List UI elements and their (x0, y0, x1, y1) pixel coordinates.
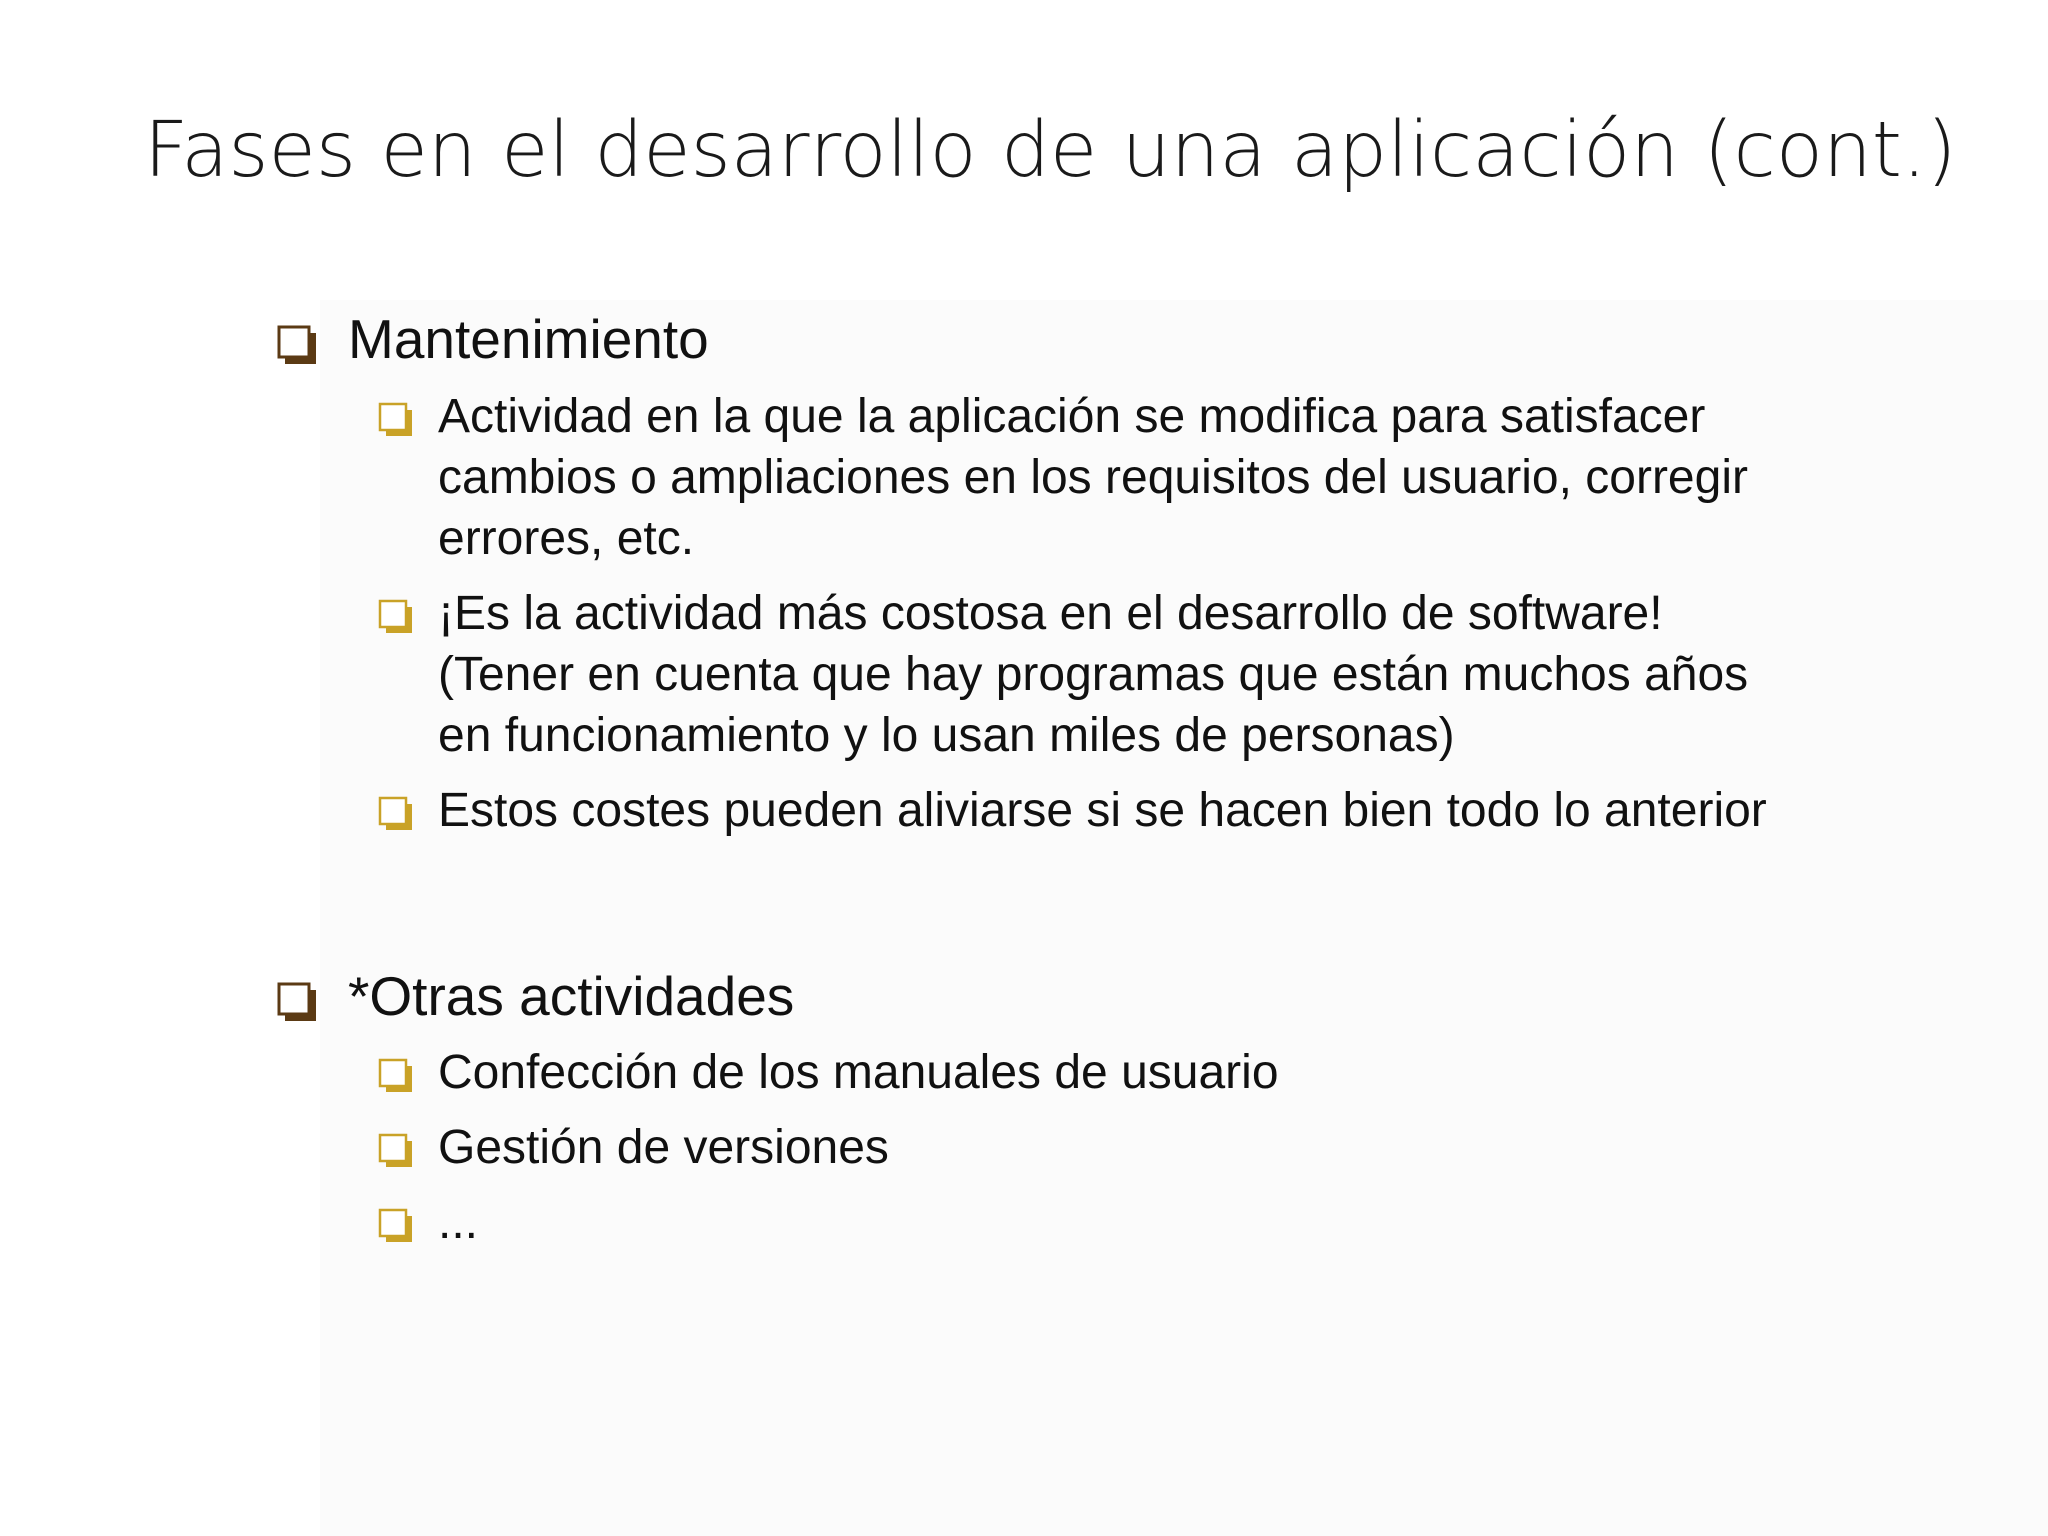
section-heading-text: Mantenimiento (348, 308, 709, 370)
list-item-line: ¡Es la actividad más costosa en el desarrollo de software! (438, 587, 1663, 640)
list-item-line: Actividad en la que la aplicación se modifica para satisfacer (438, 390, 1706, 443)
checkbox-square-icon (378, 1133, 414, 1169)
list-item-line: Gestión de versiones (438, 1121, 889, 1174)
checkbox-square-icon (378, 1058, 414, 1094)
checkbox-square-icon (378, 402, 414, 438)
checkbox-square-icon (378, 599, 414, 635)
checkbox-square-icon (378, 796, 414, 832)
checkbox-square-icon (276, 324, 318, 366)
list-item-text (438, 583, 1878, 766)
checkbox-square-icon (378, 1208, 414, 1244)
list-item-line: Estos costes pueden aliviarse si se hacen bien todo lo anterior (438, 784, 1767, 837)
list-item-line: errores, etc. (438, 512, 695, 565)
list-item-text (438, 386, 1878, 569)
list-item-line: Confección de los manuales de usuario (438, 1046, 1279, 1099)
list-item-line: cambios o ampliaciones en los requisitos del usuario, corregir (438, 451, 1748, 504)
slide-title: Fases en el desarrollo de una aplicación (cont.) (144, 106, 1957, 195)
list-item-line: en funcionamiento y lo usan miles de personas) (438, 709, 1455, 762)
list-item-text (438, 780, 1878, 841)
section-heading-text: *Otras actividades (348, 965, 795, 1027)
list-item-line: (Tener en cuenta que hay programas que están muchos años (438, 648, 1749, 701)
list-item-text (438, 1042, 1878, 1103)
list-item-line: ... (438, 1196, 479, 1249)
list-item-text (438, 1117, 1878, 1178)
list-item-text (438, 1192, 1878, 1253)
checkbox-square-icon (276, 981, 318, 1023)
